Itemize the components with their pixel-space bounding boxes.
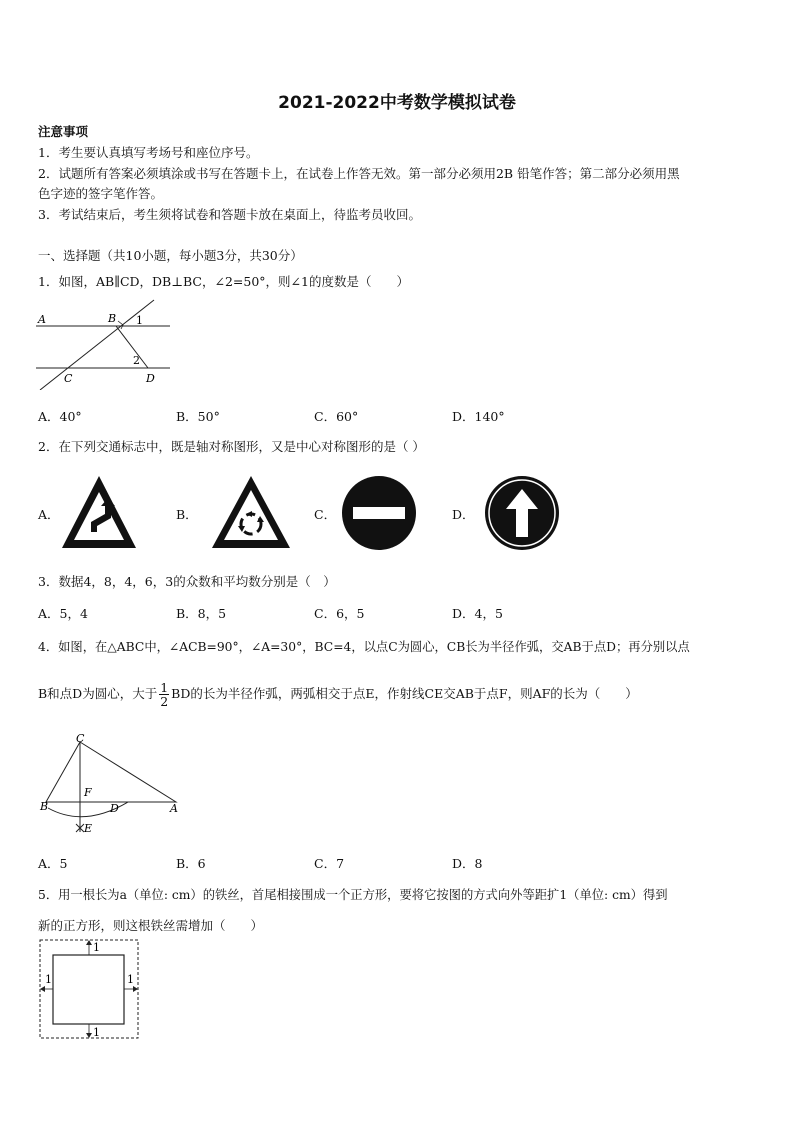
q5-figure [36, 937, 142, 1041]
q4-label-d: D [110, 802, 119, 815]
q4-option-b: B．6 [176, 856, 206, 871]
q2-label-a: A． [38, 507, 60, 522]
q4-stem-line2 [38, 681, 638, 708]
q4-option-c: C．7 [314, 856, 345, 871]
q1-stem: 1．如图，AB∥CD，DB⊥BC，∠2=50°，则∠1的度数是（ ） [38, 274, 409, 289]
notice-item-2: 2．试题所有答案必须填涂或书写在答题卡上，在试卷上作答无效。第一部分必须用2B 铅笔作答；第二部分必须用黑 [38, 166, 680, 181]
q5-label-bottom: 1 [93, 1026, 100, 1039]
q5-label-left: 1 [45, 973, 52, 986]
q1-angle-1: 1 [136, 314, 143, 327]
q5-stem-line2: 新的正方形，则这根铁丝需增加（ ） [38, 918, 264, 933]
notice-heading: 注意事项 [38, 124, 89, 139]
q2-sign-b-icon [210, 474, 292, 550]
q1-option-c: C．60° [314, 409, 359, 424]
q1-label-b: B [108, 312, 117, 325]
q2-label-d: D． [452, 507, 475, 522]
q2-sign-a-icon [60, 474, 138, 550]
notice-item-3: 3．考试结束后，考生须将试卷和答题卡放在桌面上，待监考员收回。 [38, 207, 421, 222]
q1-angle-2: 2 [133, 354, 140, 367]
q4-label-c: C [76, 732, 85, 745]
q4-frac-num: 1 [160, 680, 169, 695]
q3-option-c: C．6，5 [314, 606, 365, 621]
q4-label-b: B [40, 800, 49, 813]
notice-item-1: 1．考生要认真填写考场号和座位序号。 [38, 145, 259, 160]
q2-label-b: B． [176, 507, 198, 522]
q2-sign-d-icon [484, 475, 560, 551]
page-title: 2021-2022中考数学模拟试卷 [278, 93, 516, 113]
q1-label-a: A [38, 313, 46, 326]
q1-option-d: D．140° [452, 409, 505, 424]
q1-option-a: A．40° [38, 409, 82, 424]
q4-option-d: D．8 [452, 856, 483, 871]
q1-figure [36, 298, 176, 390]
q4-label-f: F [84, 786, 92, 799]
q4-option-a: A．5 [38, 856, 68, 871]
q5-label-top: 1 [93, 941, 100, 954]
notice-item-2-cont: 色字迹的签字笔作答。 [38, 186, 164, 201]
q3-option-b: B．8，5 [176, 606, 227, 621]
q1-option-b: B．50° [176, 409, 220, 424]
q4-label-e: E [84, 822, 93, 835]
q1-label-d: D [146, 372, 155, 385]
q2-sign-c-icon [341, 475, 417, 551]
q5-label-right: 1 [127, 973, 134, 986]
q1-label-c: C [64, 372, 73, 385]
q3-option-a: A．5，4 [38, 606, 88, 621]
q3-option-d: D．4，5 [452, 606, 503, 621]
q4-label-a: A [170, 802, 178, 815]
q4-fraction [159, 681, 169, 708]
q2-label-c: C． [314, 507, 337, 522]
q4-frac-den: 2 [160, 694, 169, 709]
q4-figure [36, 732, 186, 836]
q4-stem-line1: 4．如图，在△ABC中，∠ACB=90°，∠A=30°，BC=4，以点C为圆心，CB长为半径作弧，交AB于点D；再分别以点 [38, 640, 690, 654]
q4-stem-part1: B和点D为圆心，大于 [38, 686, 158, 701]
q5-stem-line1: 5．用一根长为a（单位: cm）的铁丝，首尾相接围成一个正方形，要将它按图的方式向外等距扩1（单位: cm）得到 [38, 888, 668, 902]
q3-stem: 3．数据4，8，4，6，3的众数和平均数分别是（ ） [38, 574, 336, 589]
section-heading: 一、选择题（共10小题，每小题3分，共30分） [38, 248, 303, 263]
q4-stem-part2: BD的长为半径作弧，两弧相交于点E，作射线CE交AB于点F，则AF的长为（ ） [171, 686, 638, 701]
q2-stem: 2．在下列交通标志中，既是轴对称图形，又是中心对称图形的是（ ） [38, 439, 425, 454]
